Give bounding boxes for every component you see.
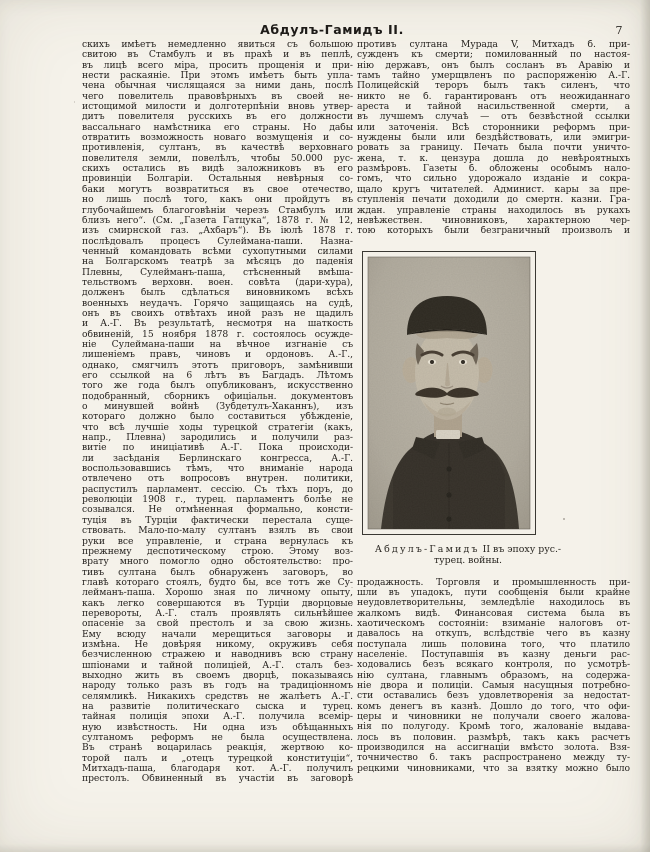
- text-line: ровать за границу. Печать была почти уничто-: [357, 143, 630, 154]
- text-line: туція въ Турціи фактически перестала суще-: [82, 515, 353, 526]
- text-line: скихъ имѣетъ немедленно явиться съ большою: [82, 40, 353, 50]
- text-line: ареста и тайной насильственной смерти, а: [357, 102, 630, 113]
- text-line: послѣдовалъ процесъ Сулеймана-паши. Назна-: [82, 236, 353, 247]
- text-line: изъ смирнской газ. „Ахбаръ“). Въ іюлѣ 1878 г.: [82, 226, 353, 237]
- text-line: вассальнаго намѣстника его страны. Но дабы: [82, 122, 353, 133]
- text-line: селямликѣ. Никакихъ средствъ не жалѣетъ А.-Г.: [82, 691, 353, 702]
- text-line: чего повелитель правовѣрныхъ въ своей не-: [82, 91, 353, 102]
- text-line: обвиненій, 15 ноября 1878 г. состоялось осужде-: [82, 329, 353, 340]
- text-line: повелителя земли, повелѣлъ, чтобы 50.000 рус-: [82, 153, 353, 164]
- text-line: шпіонами и тайной полиціей, А.-Г. сталъ без-: [82, 660, 353, 671]
- figure-caption: [357, 544, 579, 567]
- scan-speck: [563, 518, 565, 520]
- right-column-bottom-text: [357, 578, 630, 775]
- text-line: сужденъ къ смерти; помилованный по настоя-: [357, 50, 630, 61]
- text-line: тамъ тайно умерщвленъ по распоряженію А.-Г.: [357, 71, 630, 82]
- text-line: ждан. управленіе страны находилось въ рукахъ: [357, 205, 630, 216]
- text-line: торой палъ и „отецъ турецкой конституціи“,: [82, 753, 353, 764]
- text-line: провинціи Болгаріи. Остальныя невѣрныя со-: [82, 174, 353, 185]
- text-line: нести раскаяніе. При этомъ имѣетъ быть упла-: [82, 71, 353, 82]
- text-line: врату много помогло одно обстоятельство: про-: [82, 557, 353, 568]
- text-line: тою которыхъ были безграничный произволъ и: [357, 226, 630, 237]
- portrait-photo: [362, 251, 536, 535]
- text-line: свитою въ Стамбулъ и въ прахѣ и въ пеплѣ,: [82, 50, 353, 61]
- text-line: въ лицѣ всего міра, просить прощенія и при-: [82, 60, 353, 71]
- text-line: лось въ половин. размѣрѣ, такъ какъ расчетъ: [357, 732, 630, 743]
- text-line: Полицейскій тероръ былъ такъ силенъ, что: [357, 81, 630, 92]
- text-line: султаномъ реформъ не была осуществлена.: [82, 733, 353, 744]
- text-line: отвратить возможность новаго возмущенія и со-: [82, 133, 353, 144]
- text-line: однако, смягчилъ этотъ приговоръ, замѣнивши: [82, 360, 353, 371]
- text-line: противленія, султанъ, въ качествѣ верховнаго: [82, 143, 353, 154]
- text-line: главѣ котораго стоялъ, будто бы, все тотъ же Су-: [82, 577, 353, 588]
- text-line: но лишь послѣ того, какъ они пройдутъ въ: [82, 195, 353, 206]
- figure-caption-subject: Абдулъ-Гамидъ: [374, 543, 480, 555]
- text-line: комъ денегъ въ казнѣ. Дошло до того, что офи-: [357, 701, 630, 712]
- text-line: тивъ султана былъ обнаруженъ заговоръ, во: [82, 567, 353, 578]
- page-edge-shadow: [640, 0, 650, 852]
- text-line: Ему всюду начали мерещиться заговоры и: [82, 629, 353, 640]
- text-line: размѣровъ. Газеты б. обложены особымъ нало-: [357, 164, 630, 175]
- text-line: руки все управленіе, и страна вернулась къ: [82, 536, 353, 547]
- text-line: отвлечено отъ вопросовъ внутрен. политики,: [82, 474, 353, 485]
- text-line: давалось на откупъ, вслѣдствіе чего въ казну: [357, 629, 630, 640]
- text-line: прежнему деспотическому строю. Этому воз-: [82, 546, 353, 557]
- text-line: сти оставались безъ удовлетворенія за недостат-: [357, 691, 630, 702]
- text-line: нуждены были или бездѣйствовать, или эмигри-: [357, 133, 630, 144]
- text-line: долженъ былъ сдѣлаться виновникомъ всѣхъ: [82, 288, 353, 299]
- text-line: витіе по иниціативѣ А.-Г. Пока происходи-: [82, 443, 353, 454]
- text-line: тайная полиція эпохи А.-Г. получила всемір-: [82, 712, 353, 723]
- text-line: нію султана, главнымъ образомъ, на содержа-: [357, 670, 630, 681]
- text-line: военныхъ неудачъ. Горячо защищаясь на судѣ,: [82, 298, 353, 309]
- text-line: воспользовавшись тѣмъ, что вниманіе народа: [82, 464, 353, 475]
- text-line: что всѣ лучшіе ходы турецкой стратегіи (какъ,: [82, 422, 353, 433]
- text-line: дитъ повелителя русскихъ въ его должности: [82, 112, 353, 123]
- text-line: Въ странѣ воцарилась реакція, жертвою ко-: [82, 743, 353, 754]
- text-line: продажность. Торговля и промышленность при-: [357, 577, 630, 588]
- text-line: опасеніе за свой престолъ и за свою жизнь.: [82, 619, 353, 630]
- text-line: жалкомъ видѣ. Финансовая система была въ: [357, 608, 630, 619]
- text-line: гомъ, что сильно удорожало изданіе и сокра-: [357, 174, 630, 185]
- text-line: жена, т. к. цензура дошла до невѣроятныхъ: [357, 153, 630, 164]
- page-bottom-shadow: [0, 844, 650, 852]
- text-line: какъ легко совершаются въ Турціи дворцовые: [82, 598, 353, 609]
- right-column-top-text: [357, 40, 630, 237]
- text-line: безчисленною стражею и наводнивъ всю страну: [82, 650, 353, 661]
- text-line: нію державъ, онъ былъ сосланъ въ Аравію и: [357, 60, 630, 71]
- text-line: ченный командовать всѣми сухопутными силами: [82, 246, 353, 257]
- text-line: престолъ. Обвиненный въ участіи въ заговорѣ: [82, 774, 353, 785]
- text-line: точничество б. такъ распространено между ту-: [357, 753, 630, 764]
- text-line: Митхадъ-паша, благодаря кот. А.-Г. получилъ: [82, 764, 353, 775]
- text-line: невѣжествен. чиновниковъ, характерною чер-: [357, 215, 630, 226]
- text-line: тельствомъ верховн. воен. совѣта (дари-хура),: [82, 277, 353, 288]
- text-line: ніе Сулеймана-паши на вѣчное изгнаніе съ: [82, 339, 353, 350]
- text-line: нія по полугоду. Кромѣ того, жалованіе выдава-: [357, 722, 630, 733]
- figure-caption-line1: Абдулъ-Гамидъ II въ эпоху рус.-: [374, 543, 562, 555]
- text-line: близъ него“. (См. „Газета Гатцука“, 1878 г. № 12,: [82, 215, 353, 226]
- text-line: ствовать. Мало-по-малу султанъ взялъ въ свои: [82, 526, 353, 537]
- text-line: о минувшей войнѣ (Зубдетулъ-Хаканнъ), изъ: [82, 402, 353, 413]
- text-line: напр., Плевна) зародились и получили раз-: [82, 433, 353, 444]
- text-line: или заточенія. Всѣ сторонники реформъ при-: [357, 122, 630, 133]
- text-line: противъ султана Мурада V, Митхадъ б. при-: [357, 40, 630, 50]
- text-line: распустилъ парламент. сессію. Съ тѣхъ поръ, до: [82, 484, 353, 495]
- text-line: неудовлетворительны, земледѣліе находилось въ: [357, 598, 630, 609]
- text-line: церы и чиновники не получали своего жалова-: [357, 712, 630, 722]
- text-line: созывался. Не отмѣненная формально, консти-: [82, 505, 353, 516]
- text-line: перевороты, А.-Г. сталъ проявлять сильнѣйшее: [82, 608, 353, 619]
- text-line: производился на ассигнаціи вмѣсто золота. Взя-: [357, 743, 630, 754]
- text-line: скихъ остались въ видѣ заложниковъ въ его: [82, 164, 353, 175]
- text-line: ніе двора и полиціи. Самыя насущныя потребно-: [357, 680, 630, 691]
- text-line: ли засѣданія Берлинскаго конгресса, А.-Г.: [82, 453, 353, 464]
- figure-caption-line2: турец. войны.: [433, 555, 503, 567]
- text-line: ступленія печати доходили до смертн. казни. Гра-: [357, 195, 630, 206]
- text-line: хаотическомъ состояніи: взиманіе налоговъ от-: [357, 618, 630, 629]
- text-line: ную извѣстность. Ни одна изъ обѣщанныхъ: [82, 722, 353, 733]
- text-line: Плевны, Сулейманъ-паша, стѣсненный вмѣша-: [82, 267, 353, 278]
- text-line: истощимой милости и долготерпѣніи вновь утвер-: [82, 102, 353, 113]
- text-line: измѣна. Не довѣряя никому, окруживъ себя: [82, 639, 353, 650]
- left-text-column: [82, 40, 353, 785]
- scan-speck: [351, 587, 353, 588]
- text-line: лишеніемъ правъ, чиновъ и ордоновъ. А.-Г.,: [82, 350, 353, 361]
- text-line: на развитіе политическаго сыска и турец.: [82, 702, 353, 712]
- figure-block: [357, 251, 630, 567]
- right-text-column: [357, 40, 630, 774]
- text-line: подобранный, сборникъ офиціальн. документовъ: [82, 391, 353, 402]
- text-line: населеніе. Поступавшія въ казну деньги рас-: [357, 649, 630, 660]
- text-line: шли въ упадокъ, пути сообщенія были крайне: [357, 587, 630, 598]
- text-line: рецкими чиновниками, что за взятку можно было: [357, 763, 630, 774]
- text-line: его ссылкой на 6 лѣтъ въ Багдадъ. Лѣтомъ: [82, 371, 353, 381]
- text-line: глубочайшемъ благоговѣніи черезъ Стамбулъ или: [82, 205, 353, 216]
- text-line: щало кругъ читателей. Админист. кары за пре-: [357, 184, 630, 195]
- text-line: выходно жить въ своемъ дворцѣ, показываясь: [82, 670, 353, 681]
- text-line: никто не б. гарантированъ отъ неожиданнаго: [357, 91, 630, 102]
- page-number: 7: [615, 24, 623, 37]
- text-line: того же года былъ опубликованъ, искусственно: [82, 381, 353, 392]
- text-line: въ лучшемъ случаѣ — отъ безвѣстной ссылки: [357, 112, 630, 123]
- text-line: на Болгарскомъ театрѣ за мѣсяцъ до паденія: [82, 257, 353, 268]
- text-line: народу только разъ въ годъ на традиціонномъ: [82, 681, 353, 692]
- text-line: лейманъ-паша. Хорошо зная по личному опыту,: [82, 588, 353, 599]
- text-line: и А.-Г. Въ результатѣ, несмотря на шаткость: [82, 319, 353, 330]
- scan-speck: [74, 101, 75, 103]
- text-line: ходовались безъ всякаго контроля, по усмотрѣ-: [357, 660, 630, 671]
- text-line: революціи 1908 г., турец. парламентъ болѣе не: [82, 495, 353, 506]
- text-line: онъ въ своихъ отвѣтахъ иной разъ не щадилъ: [82, 308, 353, 319]
- running-head-title: Абдулъ-Гамидъ II.: [260, 22, 404, 37]
- text-line: чена обычная числящаяся за ними дань, послѣ: [82, 81, 353, 92]
- text-line: котораго должно было составиться убѣжденіе,: [82, 412, 353, 423]
- text-line: баки могутъ возвратиться въ свое отечество,: [82, 184, 353, 195]
- text-line: поступала лишь половина того, что платило: [357, 639, 630, 650]
